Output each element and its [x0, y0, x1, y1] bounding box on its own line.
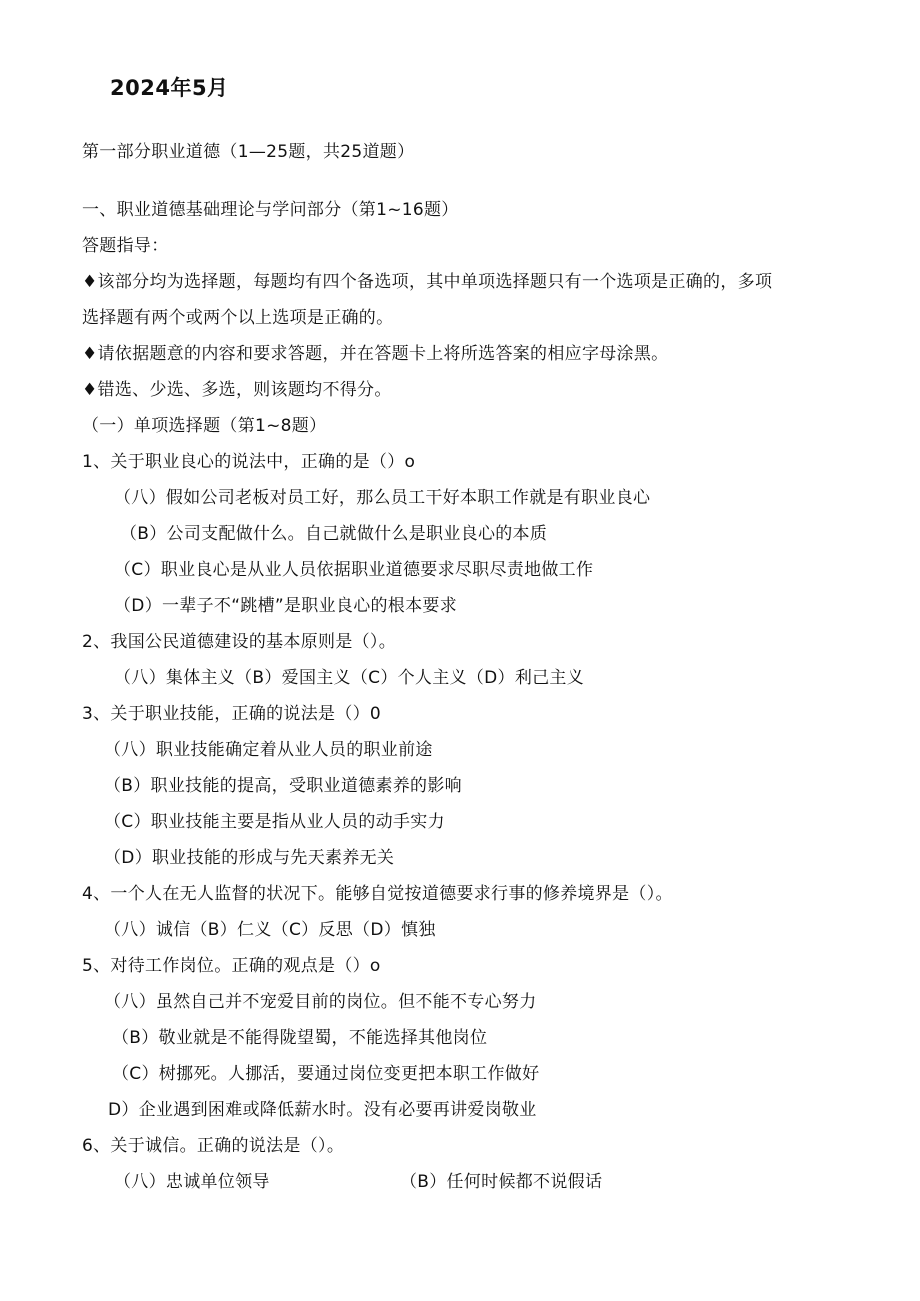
guide-bullet: ♦请依据题意的内容和要求答题，并在答题卡上将所选答案的相应字母涂黑。	[82, 344, 669, 364]
guide-bullet-continued: 选择题有两个或两个以上选项是正确的。	[82, 308, 394, 328]
question-stem: 2、我国公民道德建设的基本原则是（）。	[82, 632, 397, 652]
question-option: （C）职业良心是从业人员依据职业道德要求尽职尽责地做工作	[114, 560, 594, 580]
question-stem: 6、关于诚信。正确的说法是（）。	[82, 1136, 345, 1156]
question-option: （B）敬业就是不能得陇望蜀，不能选择其他岗位	[112, 1028, 488, 1048]
question-option: （C）职业技能主要是指从业人员的动手实力	[104, 812, 445, 832]
question-option: （D）职业技能的形成与先天素养无关	[104, 848, 395, 868]
subsection-title: （一）单项选择题（第1~8题）	[82, 416, 327, 436]
guide-bullet: ♦错选、少选、多选，则该题均不得分。	[82, 380, 392, 400]
section-title: 第一部分职业道德（1—25题，共25道题）	[82, 142, 415, 162]
question-option: （八）虽然自己并不宠爱目前的岗位。但不能不专心努力	[104, 992, 537, 1012]
question-option: （B）公司支配做什么。自己就做什么是职业良心的本质	[120, 524, 548, 544]
question-stem: 5、对待工作岗位。正确的观点是（）o	[82, 956, 381, 976]
question-option: （C）树挪死。人挪活，要通过岗位变更把本职工作做好	[112, 1064, 540, 1084]
question-option: （八）集体主义（B）爱国主义（C）个人主义（D）利己主义	[114, 668, 585, 688]
question-stem: 4、一个人在无人监督的状况下。能够自觉按道德要求行事的修养境界是（）。	[82, 884, 673, 904]
part-title: 一、职业道德基础理论与学问部分（第1~16题）	[82, 200, 459, 220]
guide-bullet: ♦该部分均为选择题，每题均有四个备选项，其中单项选择题只有一个选项是正确的，多项	[82, 272, 773, 292]
guide-label: 答题指导：	[82, 236, 169, 256]
question-option: D）企业遇到困难或降低薪水时。没有必要再讲爱岗敬业	[108, 1100, 537, 1120]
question-option: （八）忠诚单位领导	[114, 1172, 270, 1192]
question-option: （八）假如公司老板对员工好，那么员工干好本职工作就是有职业良心	[114, 488, 651, 508]
question-option: （B）职业技能的提高，受职业道德素养的影响	[104, 776, 462, 796]
question-option: （八）诚信（B）仁义（C）反思（D）慎独	[104, 920, 436, 940]
question-option: （八）职业技能确定着从业人员的职业前途	[104, 740, 433, 760]
exam-date: 2024年5月	[110, 76, 229, 100]
question-option: （D）一辈子不“跳槽”是职业良心的根本要求	[114, 596, 458, 616]
question-stem: 1、关于职业良心的说法中，正确的是（）o	[82, 452, 416, 472]
question-option: （B）任何时候都不说假话	[400, 1172, 603, 1192]
question-stem: 3、关于职业技能，正确的说法是（）0	[82, 704, 382, 724]
